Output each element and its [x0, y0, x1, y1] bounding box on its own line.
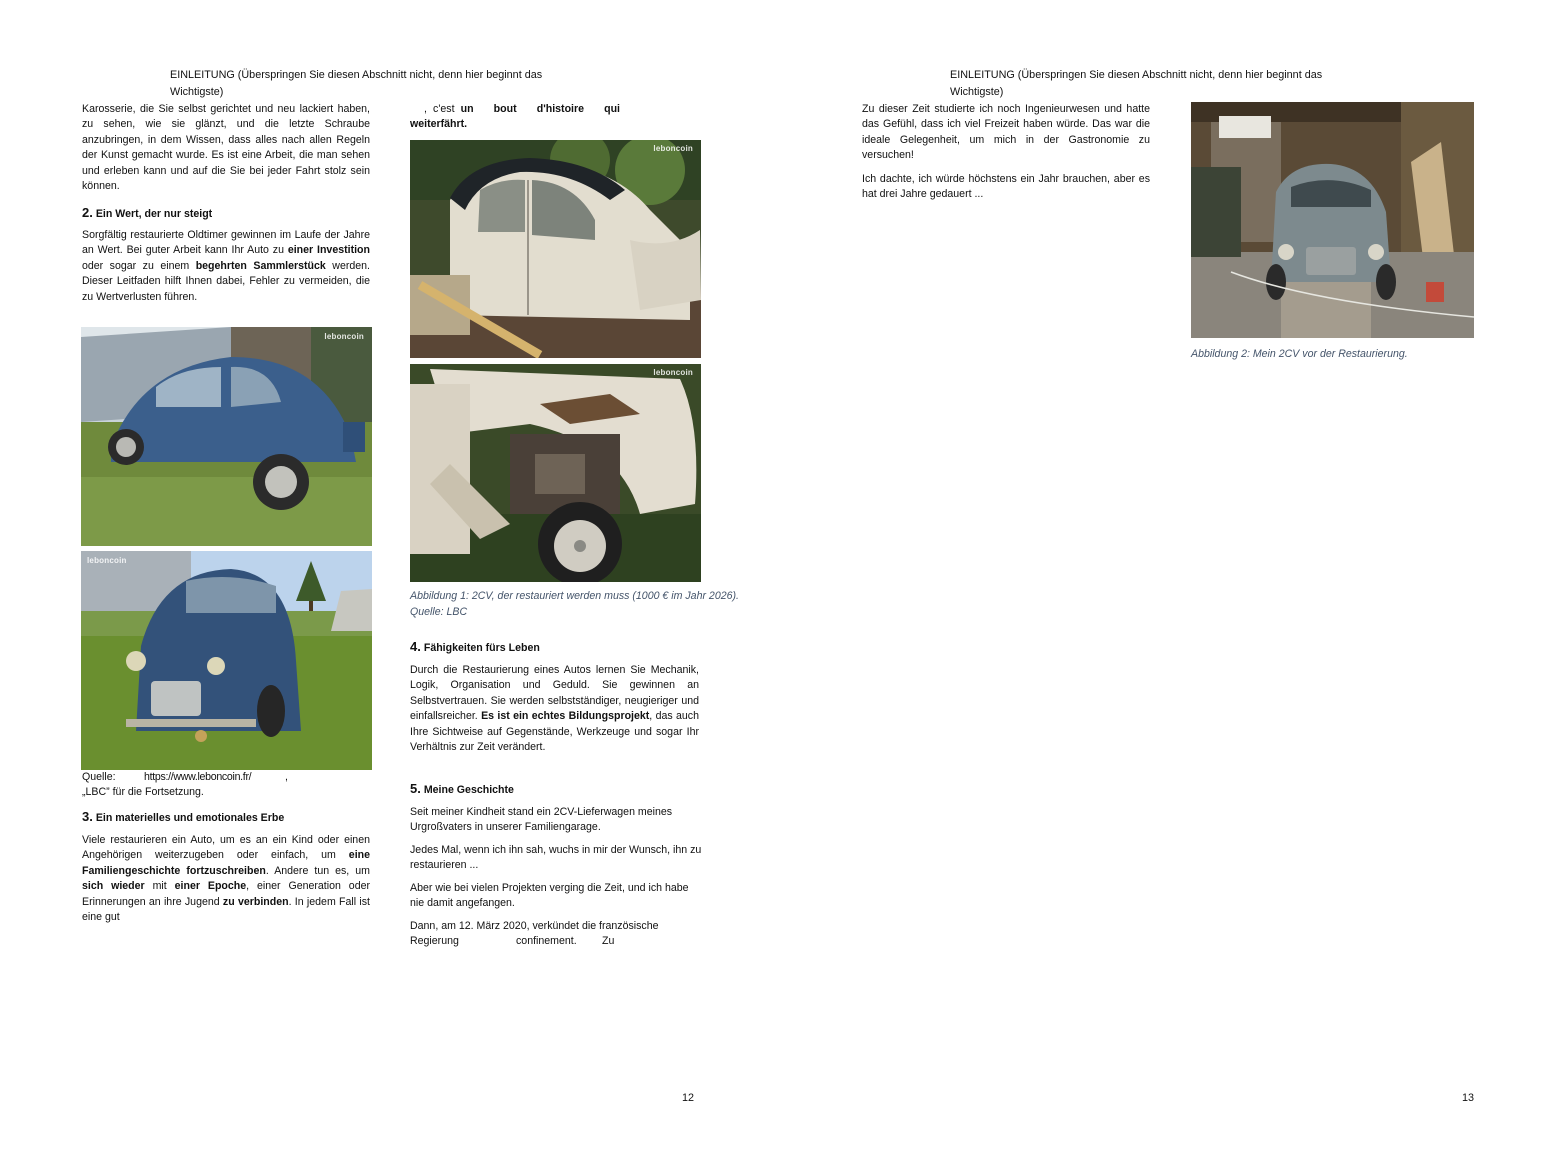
photo-white-2cv-engine [410, 364, 701, 582]
photo-blue-2cv-side [81, 327, 372, 546]
section-5-title: Meine Geschichte [423, 784, 514, 796]
running-header-line2: Wichtigste) [950, 86, 1004, 98]
right-paragraph-2: Ich dachte, ich würde höchstens ein Jahr brauchen, aber es hat drei Jahre gedauert ... [862, 173, 1150, 201]
story-word-zu: Zu [602, 935, 615, 948]
story-paragraph-2: Jedes Mal, wenn ich ihn sah, wuchs in mir der Wunsch, ihn zu restaurieren ... [410, 844, 702, 872]
section-4-paragraph [410, 663, 699, 755]
right-paragraph-1: Zu dieser Zeit studierte ich noch Ingenieurwesen und hatte das Gefühl, dass ich viel Freizeit haben würde. Das war die ideale Gelegenheit, um mich in der Gastronomie zu versuchen! [862, 103, 1150, 162]
page-number-right: 13 [1462, 1092, 1475, 1104]
bold-run: eine Familiengeschichte fortzuschreiben [82, 849, 370, 877]
source-label: Quelle: [82, 771, 116, 783]
story-word-confinement: confinement. [516, 935, 577, 948]
text-run: oder sogar zu einem [82, 259, 196, 272]
section-3-title: Ein materielles und emotionales Erbe [95, 812, 285, 824]
running-header-line1: EINLEITUNG (Überspringen Sie diesen Abschnitt nicht, denn hier beginnt das [170, 69, 543, 81]
bold-run: un bout d'histoire qui weiterfährt. [410, 103, 620, 131]
photo-blue-2cv-front [81, 551, 372, 770]
image-source-note [82, 770, 370, 800]
section-3-heading [82, 809, 284, 826]
bold-run: einer Investition [287, 244, 370, 257]
section-2-paragraph [82, 228, 370, 305]
text-run: . Andere tun es, um [265, 864, 370, 877]
text-run: , das auch Ihre Sichtweise auf Gegenstände, Werkzeuge und sogar Ihr Verhältnis zur Zeit verändert. [410, 710, 699, 754]
story-paragraph-3: Aber wie bei vielen Projekten verging die Zeit, und ich habe nie damit angefangen. [410, 882, 689, 910]
text-run: mit [144, 880, 175, 893]
photo-2cv-in-barn [1191, 102, 1474, 338]
story-word-regierung: Regierung [410, 935, 459, 948]
section-4-heading [410, 639, 540, 656]
text-run: Sorgfältig restaurierte Oldtimer gewinnen im Laufe der Jahre an Wert. Bei guter Arbeit kann Ihr Auto zu [82, 229, 370, 257]
section-4-title: Fähigkeiten fürs Leben [423, 642, 540, 654]
story-paragraph-4-line1: Dann, am 12. März 2020, verkündet die französische [410, 920, 659, 932]
watermark: leboncoin [653, 144, 693, 153]
section-4-number: 4. [410, 639, 421, 654]
text-run: . In jedem Fall ist eine gut [82, 895, 370, 924]
story-paragraph-1: Seit meiner Kindheit stand ein 2CV-Lieferwagen meines Urgroßvaters in unserer Familiengarage. [410, 806, 673, 834]
section-2-heading [82, 205, 212, 222]
continuation-paragraph [410, 102, 620, 133]
text-run: , c'est [424, 103, 461, 115]
bold-run: zu verbinden [222, 895, 289, 908]
page-number-left: 12 [682, 1092, 695, 1104]
bold-run: einer Epoche [174, 880, 247, 893]
section-2-title: Ein Wert, der nur steigt [95, 208, 213, 220]
text-run: werden. Dieser Leitfaden hilft Ihnen dabei, Fehler zu vermeiden, die zu Wertverlusten führen. [82, 259, 370, 303]
bold-run: begehrten Sammlerstück [195, 259, 326, 272]
watermark: leboncoin [324, 332, 364, 341]
watermark: leboncoin [87, 556, 127, 565]
figure-2-caption: Abbildung 2: Mein 2CV vor der Restaurierung. [1191, 348, 1408, 360]
photo-white-2cv-bushes [410, 140, 701, 358]
section-5-number: 5. [410, 781, 421, 796]
section-5-heading [410, 781, 514, 798]
section-2-number: 2. [82, 205, 93, 220]
source-comma: , [285, 771, 288, 783]
running-header-left [170, 67, 590, 101]
bold-run: sich wieder [82, 880, 145, 893]
text-run: Viele restaurieren ein Auto, um es an ein Kind oder einen Angehörigen weiterzugeben oder einfach, um [82, 834, 370, 862]
section-3-number: 3. [82, 809, 93, 824]
source-link[interactable]: https://www.leboncoin.fr/ [144, 771, 252, 783]
intro-paragraph: Karosserie, die Sie selbst gerichtet und neu lackiert haben, zu sehen, wie sie glänzt, und die letzte Schraube anzubringen, in dem Wissen, dass alles nach allen Regeln der Kunst gemacht wurde. Es ist eine Arbeit, die man sehen und erleben kann und auf die Sie bei jeder Fahrt stolz sein können. [82, 103, 370, 193]
source-note-line2: „LBC” für die Fortsetzung. [82, 786, 204, 798]
story-paragraph-4 [410, 919, 710, 949]
section-3-paragraph [82, 833, 370, 925]
running-header-right [950, 67, 1370, 101]
figure-1-caption: Abbildung 1: 2CV, der restauriert werden muss (1000 € im Jahr 2026). Quelle: LBC [410, 590, 739, 618]
text-run: Durch die Restaurierung eines Autos lernen Sie Mechanik, Logik, Organisation und Geduld. Sie gewinnen an Selbstvertrauen. Sie werden selbstständiger, neugieriger und einfallsreicher. [410, 664, 699, 723]
text-run: , einer Generation oder Erinnerungen an ihre Jugend [82, 880, 371, 908]
running-header-line2: Wichtigste) [170, 86, 224, 98]
running-header-line1: EINLEITUNG (Überspringen Sie diesen Abschnitt nicht, denn hier beginnt das [950, 69, 1323, 81]
watermark: leboncoin [653, 368, 693, 377]
bold-run: Es ist ein echtes Bildungsprojekt [481, 710, 650, 723]
